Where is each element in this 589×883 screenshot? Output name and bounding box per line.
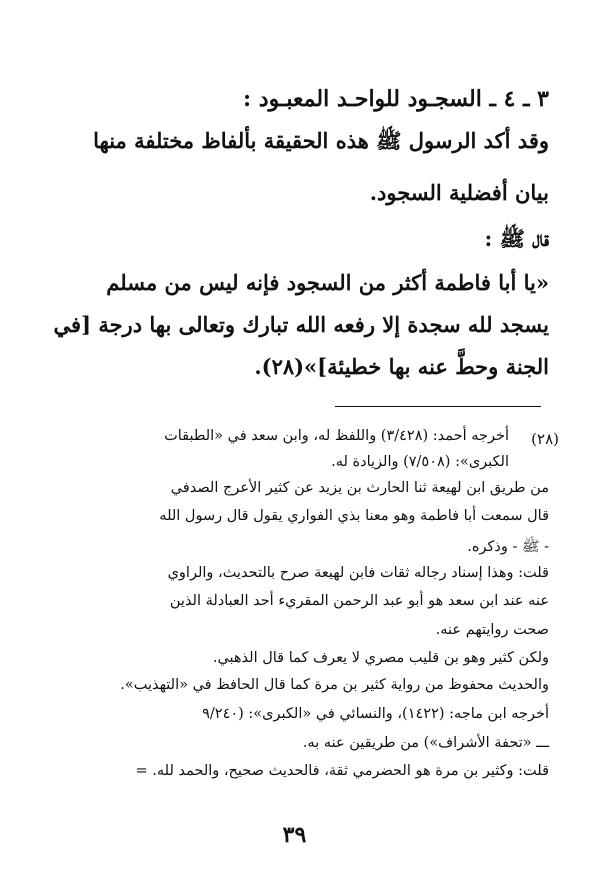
- paragraph-line-2: بيان أفضلية السجود.: [369, 180, 549, 205]
- footnote-line: ـــ «تحفة الأشراف») من طريقين عنه به.: [302, 735, 549, 751]
- footnote-line: - ﷺ - وذكره.: [467, 539, 549, 555]
- footnote-line: الكبرى»: (٧/٥٠٨) والزيادة له.: [331, 454, 509, 470]
- footnote-line: ولكن كثير وهو بن قليب مصري لا يعرف كما قال الذهبي.: [212, 650, 549, 666]
- footnote-line: قلت: وهذا إسناد رجاله ثقات فابن لهيعة صرح بالتحديث، والراوي: [167, 565, 549, 581]
- footnote-line: والحديث محفوظ من رواية كثير بن مرة كما قال الحافظ في «التهذيب».: [120, 677, 549, 693]
- footnote-line: أخرجه أحمد: (٣/٤٢٨) واللفظ له، وابن سعد في «الطبقات: [164, 428, 509, 444]
- hadith-line-1: «يا أبا فاطمة أكثر من السجود فإنه ليس من مسلم: [106, 270, 549, 295]
- footnote-line: صحت روايتهم عنه.: [435, 622, 549, 638]
- footnote-line: من طريق ابن لهيعة ثنا الحارث بن يزيد عن كثير الأعرج الصدفي: [170, 480, 549, 496]
- footnote-separator: [335, 406, 541, 407]
- footnote-line: قلت: وكثير بن مرة هو الحضرمي ثقة، فالحديث صحيح، والحمد لله. =: [135, 763, 549, 779]
- hadith-line-2: يسجد لله سجدة إلا رفعه الله تبارك وتعالى بها درجة [في: [53, 312, 549, 337]
- footnote-line: أخرجه ابن ماجه: (١٤٢٢)، والنسائي في «الكبرى»: (٩/٢٤٠: [202, 706, 549, 722]
- footnote-number: (٢٨): [531, 430, 559, 448]
- paragraph-line-1: وقد أكد الرسول ﷺ هذه الحقيقة بألفاظ مختلفة منها: [93, 128, 549, 153]
- footnote-line: عنه عند ابن سعد هو أبو عبد الرحمن المقريء أحد العبادلة الذين: [169, 593, 549, 609]
- quote-intro: قال ﷺ :: [484, 226, 549, 251]
- hadith-line-3: الجنة وحطَّ عنه بها خطيئة]»(٢٨).: [254, 354, 549, 379]
- footnote-line: قال سمعت أبا فاطمة وهو معنا بذي الفواري يقول قال رسول الله: [159, 508, 549, 524]
- page-number: ٣٩: [282, 822, 307, 848]
- section-heading: ٣ ـ ٤ ـ السجـود للواحـد المعبـود :: [243, 86, 549, 112]
